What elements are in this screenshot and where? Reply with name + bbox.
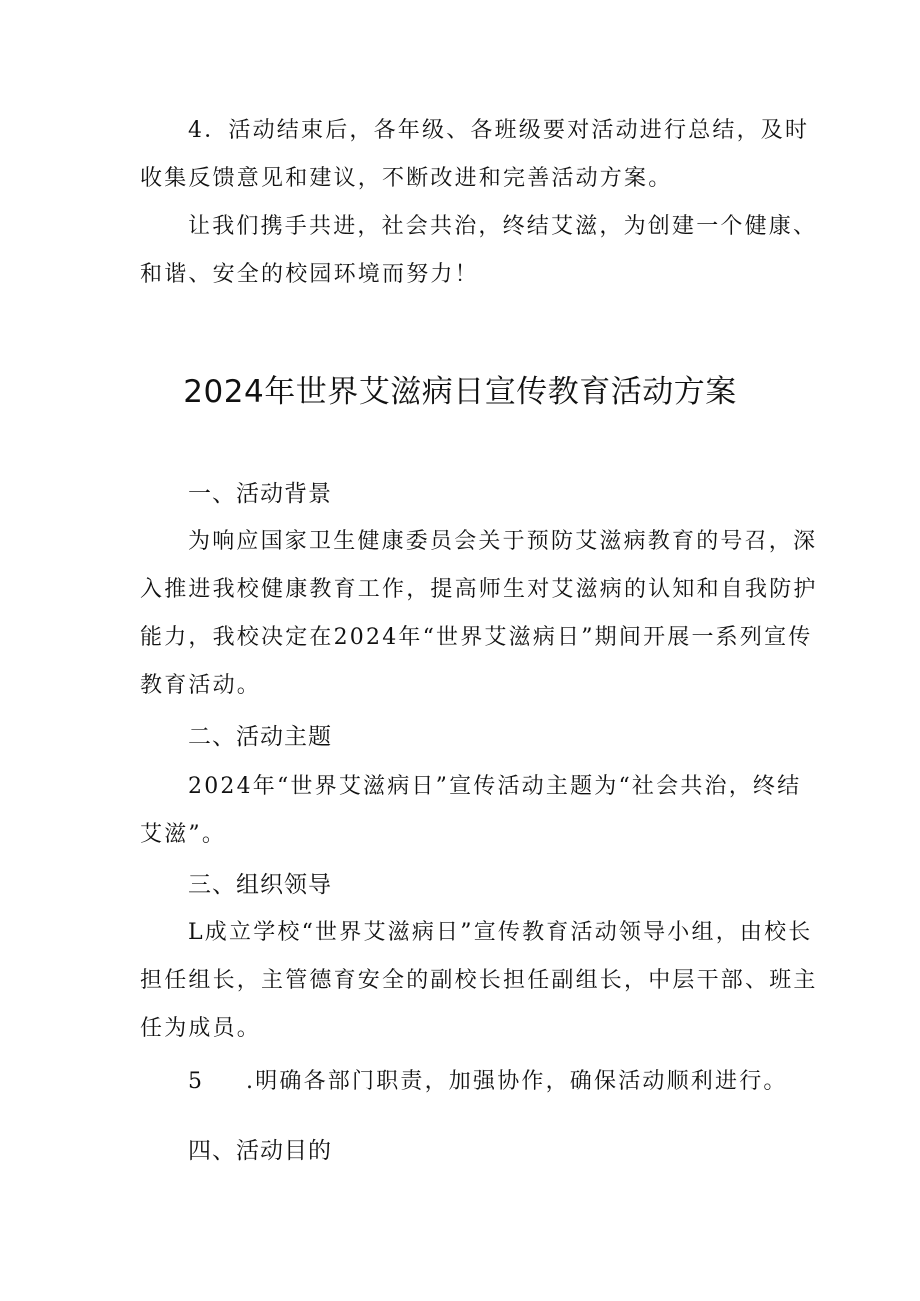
item-text: .明确各部门职责，加强协作，确保活动顺利进行。 xyxy=(246,1069,788,1094)
organization-line-1: L成立学校“世界艾滋病日”宣传教育活动领导小组，由校长 xyxy=(188,920,813,945)
background-line-2: 入推进我校健康教育工作，提高师生对艾滋病的认知和自我防护 xyxy=(140,577,818,602)
theme-line-2: 艾滋”。 xyxy=(140,822,227,847)
organization-line-2: 担任组长，主管德育安全的副校长担任副组长，中层干部、班主 xyxy=(140,968,818,993)
item-number: 5 xyxy=(188,1069,205,1094)
background-line-3: 能力，我校决定在2024年“世界艾滋病日”期间开展一系列宣传 xyxy=(140,625,813,650)
organization-line-3: 任为成员。 xyxy=(140,1016,262,1041)
section-heading-purpose: 四、活动目的 xyxy=(188,1138,332,1164)
section-heading-theme: 二、活动主题 xyxy=(188,724,332,750)
background-line-4: 教育活动。 xyxy=(140,673,262,698)
closing-line-2: 和谐、安全的校园环境而努力！ xyxy=(140,262,479,287)
closing-line-1: 让我们携手共进，社会共治，终结艾滋，为创建一个健康、 xyxy=(188,214,818,239)
organization-item-5 xyxy=(188,1067,788,1097)
theme-line-1: 2024年“世界艾滋病日”宣传活动主题为“社会共治，终结 xyxy=(188,774,802,799)
item-4-line-1: 4．活动结束后，各年级、各班级要对活动进行总结，及时 xyxy=(188,118,810,143)
section-heading-background: 一、活动背景 xyxy=(188,481,332,507)
section-heading-organization: 三、组织领导 xyxy=(188,872,332,898)
document-title: 2024年世界艾滋病日宣传教育活动方案 xyxy=(183,374,737,410)
item-4-line-2: 收集反馈意见和建议，不断改进和完善活动方案。 xyxy=(140,166,673,191)
background-line-1: 为响应国家卫生健康委员会关于预防艾滋病教育的号召，深 xyxy=(188,529,818,554)
